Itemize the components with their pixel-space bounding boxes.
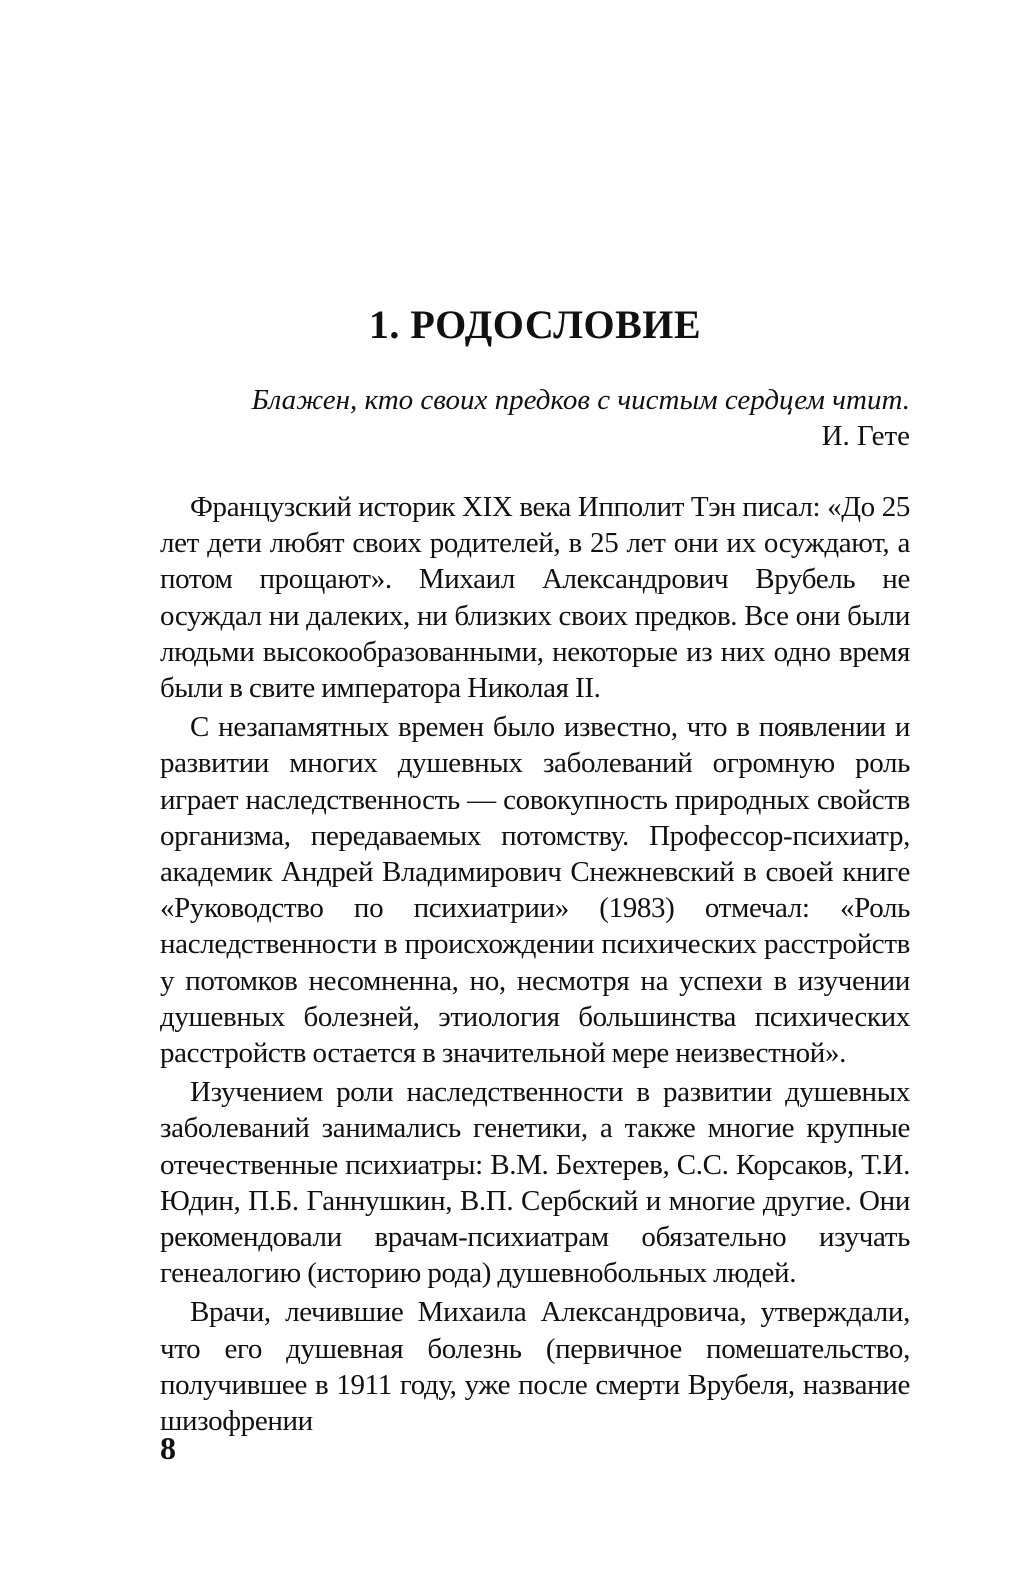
paragraph: Врачи, лечившие Михаила Александровича, утверждали, что его душевная болезнь (первичное помешательство, получившее в 1911 году, уже после смерти Врубеля, название шизофрении (160, 1296, 910, 1438)
paragraph: Французский историк XIX века Ипполит Тэн писал: «До 25 лет дети любят своих родителей, в 25 лет они их осуждают, а потом прощают». Михаил Александрович Врубель не осуждал ни далеких, ни близких своих предков. Все они были людьми высокообразованными, некоторые из них одно время были в свите императора Николая II. (160, 491, 910, 705)
paragraph: С незапамятных времен было известно, что в появлении и развитии многих душевных заболеваний огромную роль играет наследственность — совокупность природных свойств организма, передаваемых потомству. Профессор-психиатр, академик Андрей Владимирович Снежневский в своей книге «Руководство по психиатрии» (1983) отмечал: «Роль наследственности в происхождении психических расстройств у потомков несомненна, но, несмотря на успехи в изучении душевных болезней, этиология большинства психических расстройств остается в значительной мере неизвестной». (160, 711, 910, 1070)
paragraph: Изучением роли наследственности в развитии душевных заболеваний занимались генетики, а также многие крупные отечественные психиатры: В.М. Бехтерев, С.С. Корсаков, Т.И. Юдин, П.Б. Ганнушкин, В.П. Сербский и многие другие. Они рекомендовали врачам-психиатрам обязательно изучать генеалогию (историю рода) душевнобольных людей. (160, 1076, 910, 1290)
epigraph (160, 382, 910, 454)
epigraph-author: И. Гете (821, 420, 910, 452)
epigraph-quote: Блажен, кто своих предков с чистым сердцем чтит. (251, 384, 910, 416)
page-number: 8 (160, 1430, 176, 1466)
body-text (160, 489, 910, 1442)
chapter-title: 1. РОДОСЛОВИЕ (368, 302, 702, 347)
